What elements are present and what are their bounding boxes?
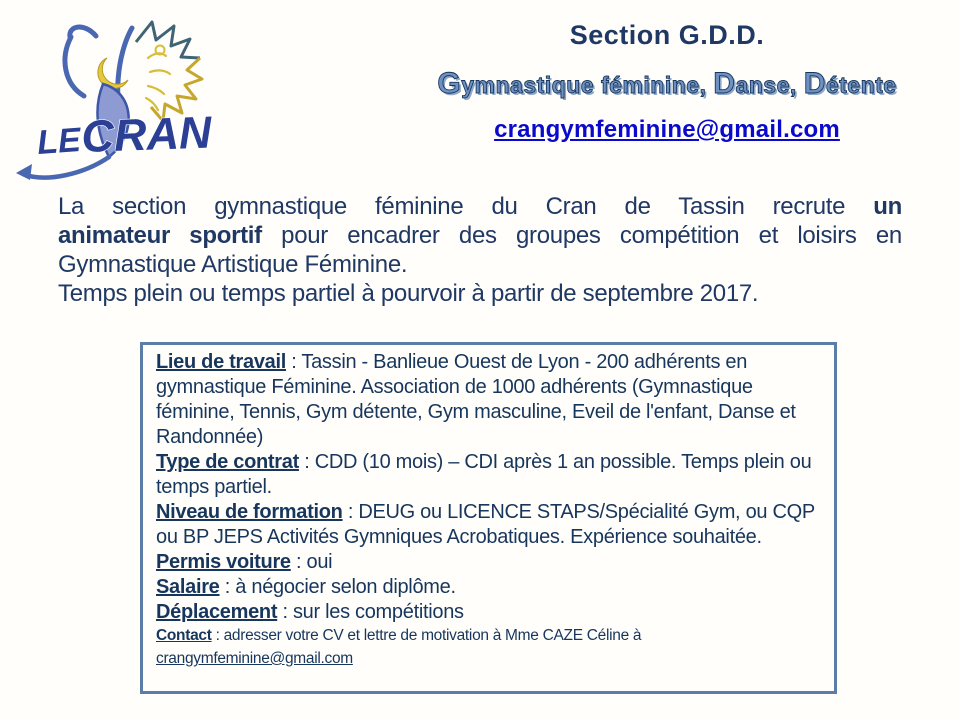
swoosh-arrowhead-icon: [16, 164, 32, 180]
job-details-box: [140, 342, 837, 694]
detail-lieu-de-travail: [156, 350, 821, 450]
subtitle-text: étente: [825, 72, 897, 98]
subtitle-initial: D: [713, 67, 736, 100]
contact-email-link[interactable]: crangymfeminine@gmail.com: [156, 650, 353, 667]
intro-bold-text: un: [873, 193, 902, 220]
subtitle-initial: G: [437, 67, 462, 100]
detail-niveau-de-formation: [156, 500, 821, 550]
detail-type-de-contrat: [156, 450, 821, 500]
detail-text: : DEUG ou LICENCE STAPS/Spécialité Gym, ou CQP ou BP JEPS Activités Gymniques Acrobatiques. Expérience souhaitée.: [156, 501, 815, 548]
detail-label: Déplacement: [156, 601, 278, 623]
sun-rays-top-icon: [136, 22, 200, 58]
detail-label: Contact: [156, 627, 212, 644]
detail-label: Niveau de formation: [156, 501, 343, 523]
subtitle-initial: D: [803, 67, 826, 100]
intro-text: La section gymnastique féminine du Cran de Tassin recrute: [58, 193, 846, 220]
le-cran-logo-graphic: [10, 6, 232, 194]
intro-line-2: [58, 221, 902, 250]
detail-text: : adresser votre CV et lettre de motivation à Mme CAZE Céline à: [211, 627, 642, 644]
detail-text: : Tassin - Banlieue Ouest de Lyon - 200 adhérents en gymnastique Féminine. Association de 1000 adhérents (Gymnastique féminine, Tennis, Gym détente, Gym masculine, Eveil de l'enfant, Danse et Randonnée): [156, 351, 796, 448]
intro-line-4: Temps plein ou temps partiel à pourvoir à partir de septembre 2017.: [58, 280, 759, 307]
detail-label: Salaire: [156, 576, 220, 598]
intro-text: pour encadrer des groupes compétition et loisirs en: [281, 222, 902, 249]
logo-text-le: LE: [35, 121, 82, 162]
detail-label: Permis voiture: [156, 551, 291, 573]
section-subtitle: [424, 67, 910, 101]
header-email-link[interactable]: crangymfeminine@gmail.com: [494, 116, 840, 143]
detail-text: : sur les compétitions: [277, 601, 464, 623]
detail-text: : CDD (10 mois) – CDI après 1 an possible. Temps plein ou temps partiel.: [156, 451, 812, 498]
intro-paragraph: [58, 192, 902, 308]
le-cran-logo: [10, 6, 232, 194]
detail-text: : à négocier selon diplôme.: [219, 576, 456, 598]
section-title: Section G.D.D.: [569, 20, 765, 50]
detail-permis-voiture: [156, 550, 821, 575]
subtitle-text: ymnastique féminine,: [461, 72, 714, 98]
subtitle-text: anse,: [735, 72, 804, 98]
sun-face-icon: [146, 53, 170, 110]
dancer-arm-icon: [65, 27, 96, 96]
detail-deplacement: [156, 600, 821, 625]
detail-text: : oui: [290, 551, 333, 573]
intro-line-1: [58, 192, 902, 221]
detail-label: Lieu de travail: [156, 351, 286, 373]
intro-line-3: Gymnastique Artistique Féminine.: [58, 251, 408, 278]
detail-salaire: [156, 575, 821, 600]
logo-text-cran: CRAN: [80, 106, 213, 162]
header: [424, 20, 910, 144]
intro-bold-text: animateur sportif: [58, 222, 262, 249]
detail-contact: [156, 626, 821, 645]
detail-label: Type de contrat: [156, 451, 299, 473]
